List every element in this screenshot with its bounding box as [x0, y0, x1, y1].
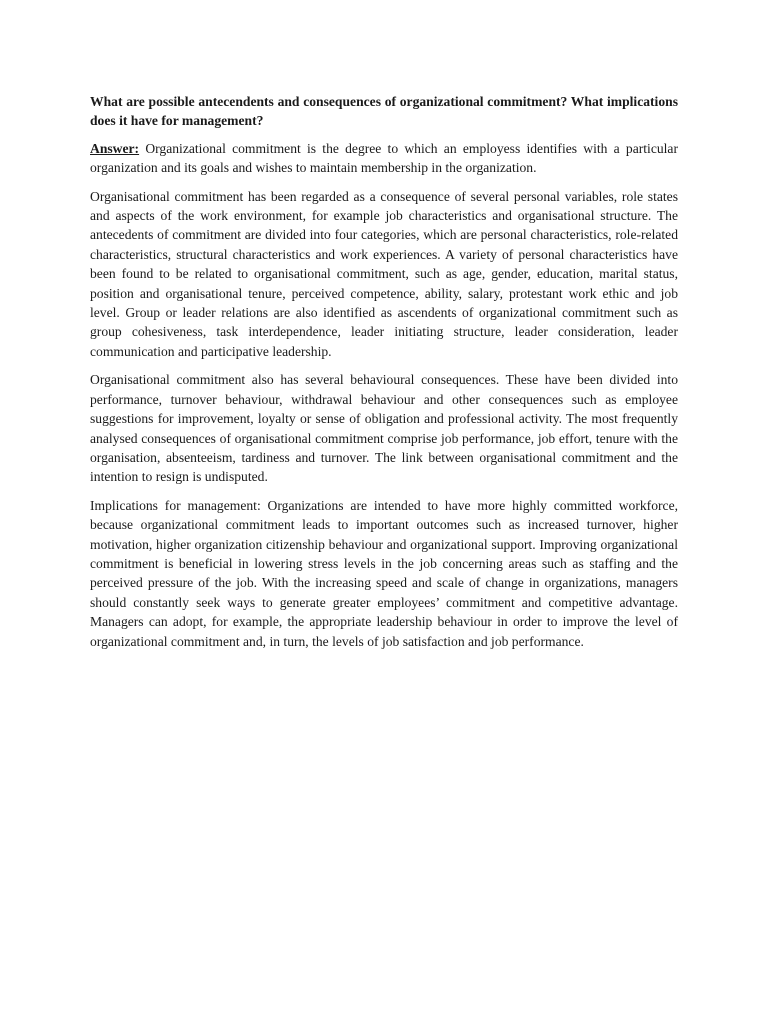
- answer-text: Organizational commitment is the degree to which an employess identifies with a particular organization and its goals and wishes to maintain membership in the organization.: [90, 140, 678, 176]
- answer-paragraph: [90, 139, 678, 178]
- consequences-paragraph: Organisational commitment also has several behavioural consequences. These have been divided into performance, turnover behaviour, withdrawal behaviour and other consequences such as employee suggestions for improvement, loyalty or sense of obligation and professional activity. The most frequently analysed consequences of organisational commitment comprise job performance, job effort, tenure with the organisation, absenteeism, tardiness and turnover. The link between organisational commitment and the intention to resign is undisputed.: [90, 372, 678, 485]
- answer-label: Answer:: [90, 140, 140, 156]
- document-body: [90, 92, 678, 660]
- implications-paragraph: Implications for management: Organizations are intended to have more highly committed workforce, because organizational commitment leads to important outcomes such as increased turnover, higher motivation, higher organization citizenship behaviour and organizational support. Improving organizational commitment is beneficial in lowering stress levels in the job concerning areas such as staffing and the perceived pressure of the job. With the increasing speed and scale of change in organizations, managers should constantly seek ways to generate greater employees’ commitment and competitive advantage. Managers can adopt, for example, the appropriate leadership behaviour in order to improve the level of organizational commitment and, in turn, the levels of job satisfaction and job performance.: [90, 497, 678, 649]
- question-heading: What are possible antecendents and consequences of organizational commitment? What implications does it have for management?: [90, 94, 678, 129]
- antecedents-paragraph: Organisational commitment has been regarded as a consequence of several personal variables, role states and aspects of the work environment, for example job characteristics and organisational structure. The antecedents of commitment are divided into four categories, which are personal characteristics, role-related characteristics, structural characteristics and work experiences. A variety of personal characteristics have been found to be related to organisational commitment, such as age, gender, education, marital status, position and organisational tenure, perceived competence, ability, salary, protestant work ethic and job level. Group or leader relations are also identified as ascendents of organizational commitment such as group cohesiveness, task interdependence, leader initiating structure, leader consideration, leader communication and participative leadership.: [90, 188, 678, 359]
